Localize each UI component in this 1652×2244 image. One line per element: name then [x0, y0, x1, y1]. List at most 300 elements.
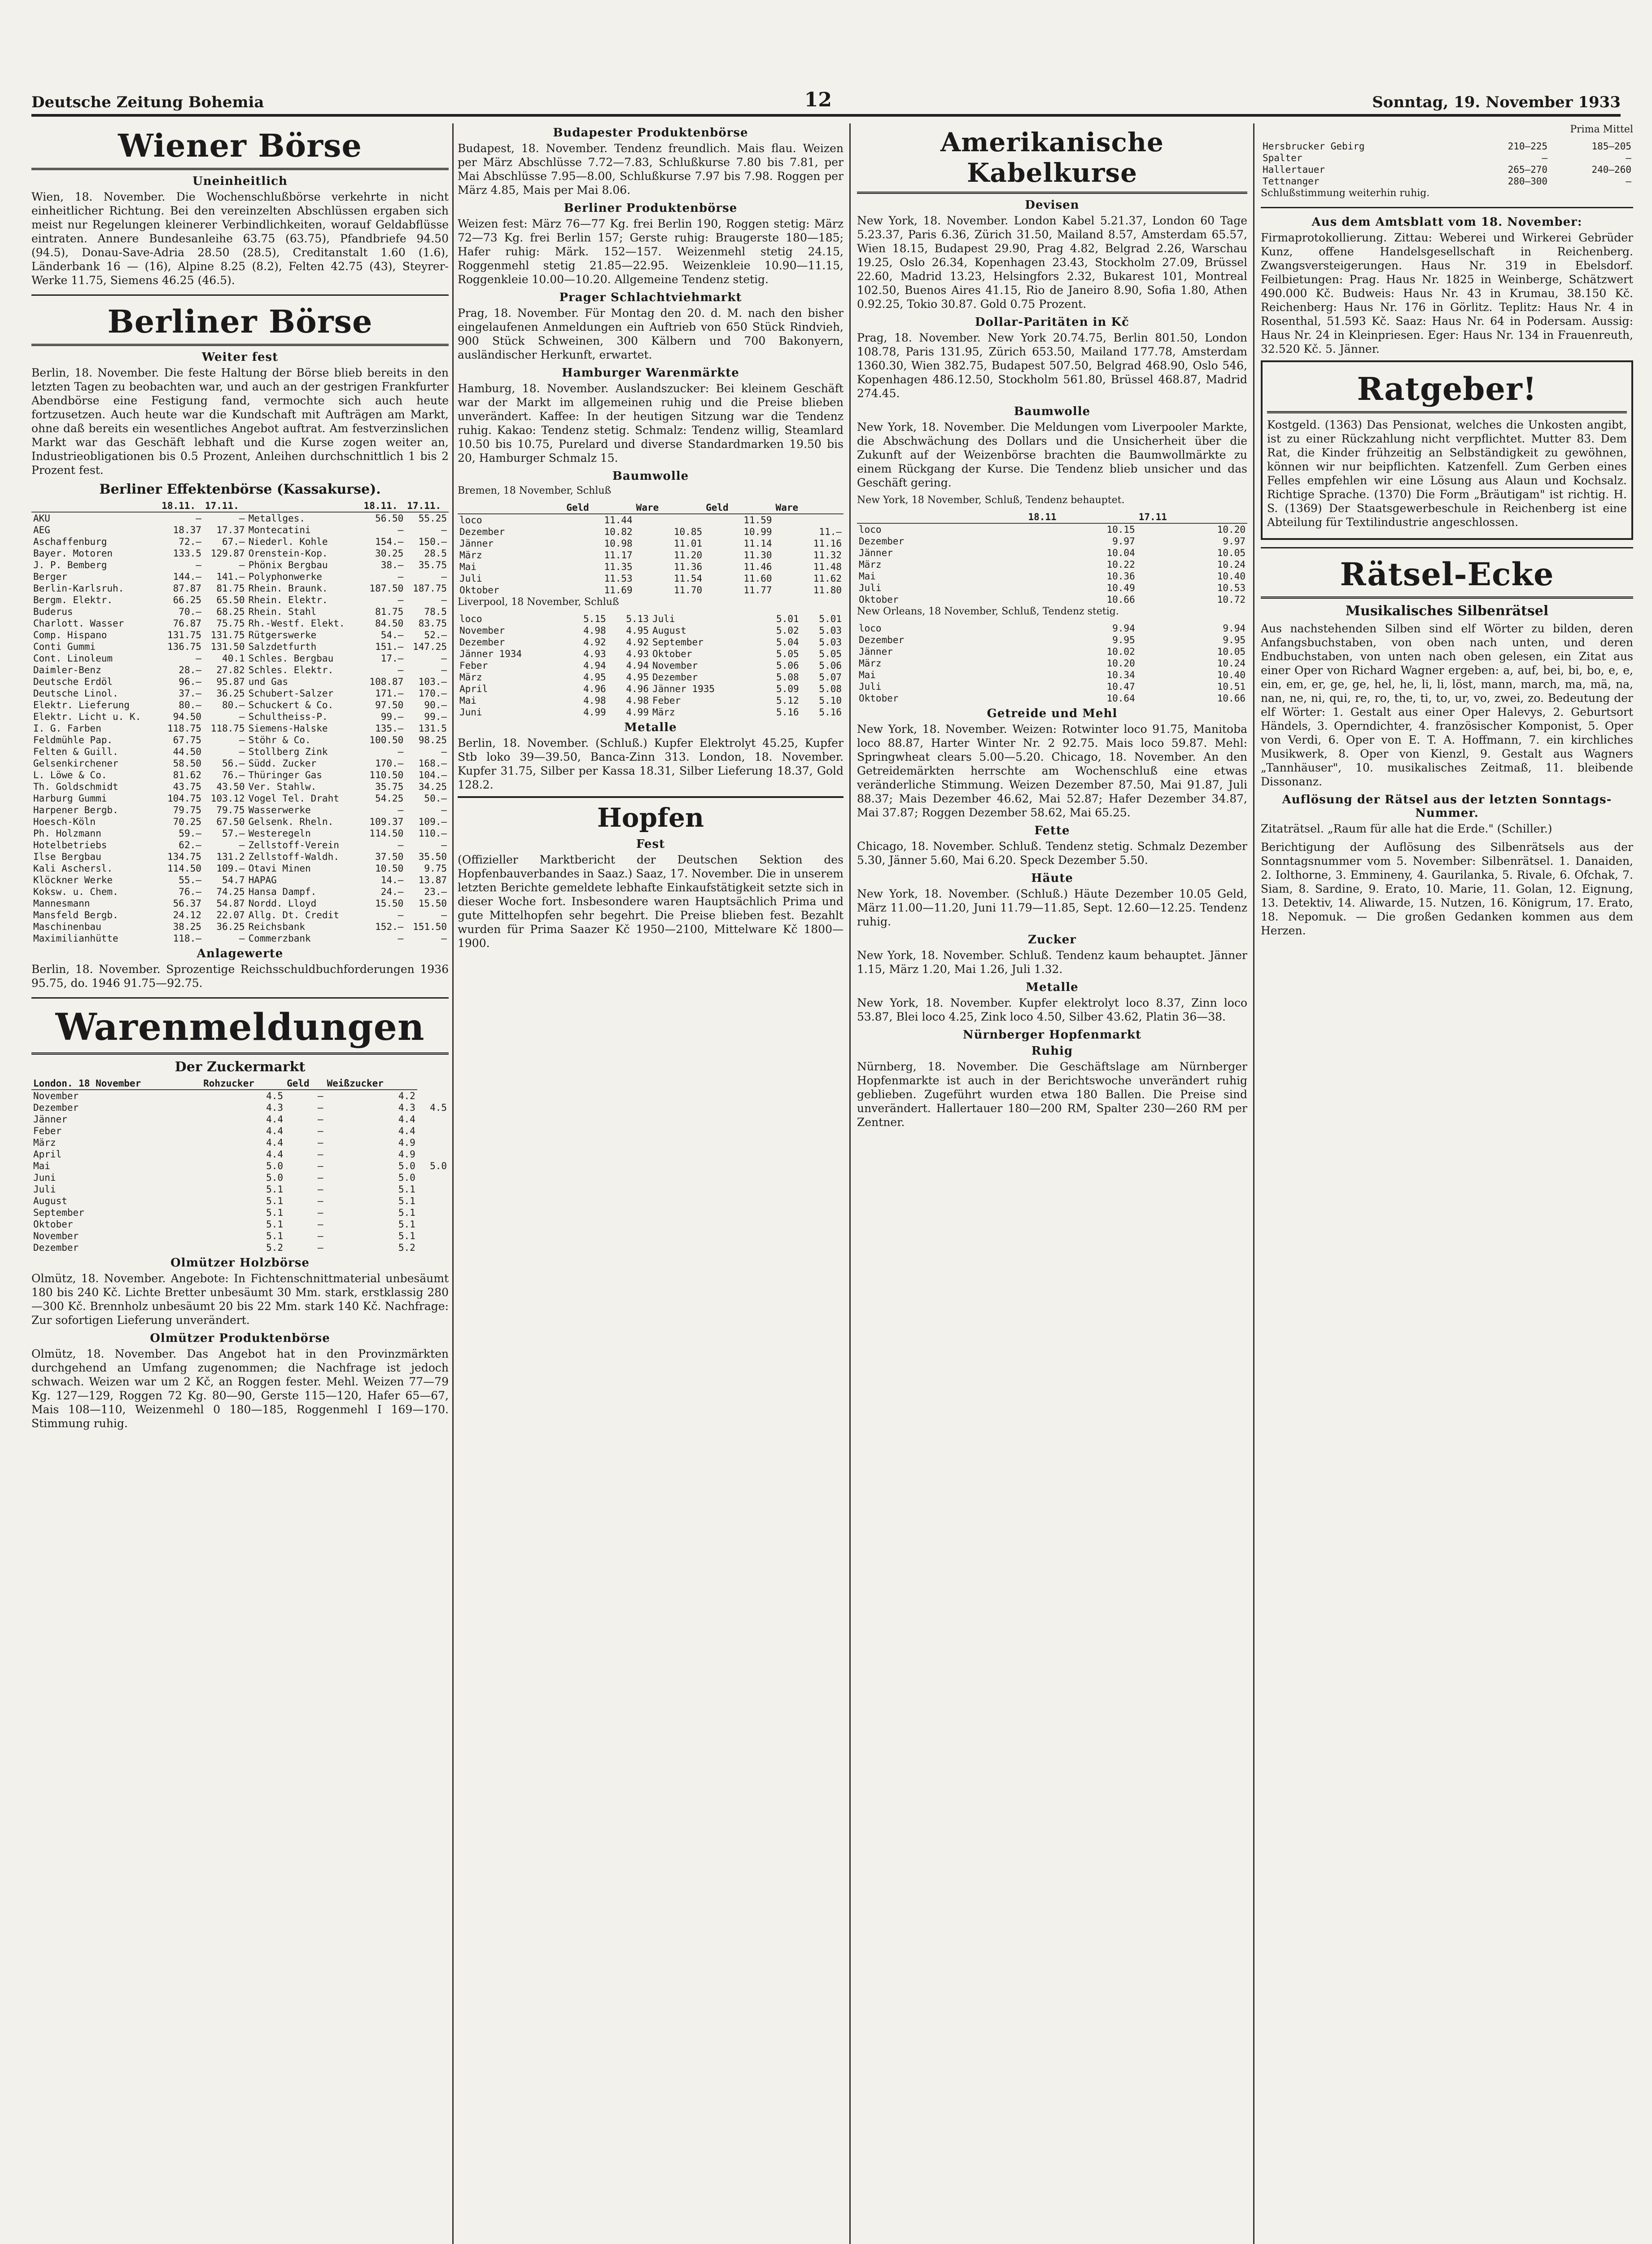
table-row	[31, 1148, 449, 1160]
table-row	[31, 1090, 449, 1102]
table-cell: 35.50	[418, 851, 447, 862]
olmuetz-produkten-title: Olmützer Produktenbörse	[150, 1332, 330, 1345]
table-cell: 5.04	[776, 637, 799, 648]
table-row	[31, 1230, 449, 1242]
table-cell: 4.3	[398, 1102, 415, 1113]
ratgeber-title: Ratgeber!	[1267, 370, 1627, 413]
table-cell: —	[398, 571, 404, 582]
table-cell: 109.37	[369, 816, 404, 827]
table-cell: 104.—	[418, 770, 447, 780]
dollar-paritaeten-text: Prag, 18. November. New York 20.74.75, Berlin 801.50, London 108.78, Paris 131.95, Zürich 653.50, Mailand 177.78, Amsterdam 1360.30, Wien 382.75, Budapest 507.50, Belgrad 468.90, Oslo 546, Kopenhagen 486.12.50, Stockholm 561.80, Brüssel 468.87, Madrid 274.45.	[857, 331, 1247, 400]
table-cell: 68.25	[216, 606, 245, 617]
warenmeldungen-title: Warenmeldungen	[31, 1006, 449, 1055]
table-cell: 104.75	[167, 793, 201, 804]
table-cell: —	[239, 513, 245, 524]
table-cell: 10.82	[604, 526, 633, 537]
column-rule	[849, 123, 851, 2244]
table-row	[31, 909, 449, 921]
table-cell: November	[33, 1091, 79, 1101]
table-cell: 4.93	[626, 649, 649, 659]
liverpool-table	[458, 613, 843, 718]
table-row	[31, 699, 449, 711]
table-cell: —	[196, 513, 201, 524]
table-cell: 103.—	[418, 676, 447, 687]
table-cell: Hoesch-Köln	[33, 816, 96, 827]
table-cell: 10.24	[1217, 559, 1246, 570]
table-cell: April	[33, 1149, 62, 1160]
table-cell: und Gas	[248, 676, 288, 687]
metalle-title: Metalle	[624, 721, 677, 734]
table-cell: September	[33, 1207, 84, 1218]
table-cell: 11.35	[604, 561, 633, 572]
table-cell: Südd. Zucker	[248, 758, 317, 769]
hopfen-text: (Offizieller Marktbericht der Deutschen Sektion des Hopfenbauverbandes in Saaz.) Saaz, 17. November. Die in unserem letzten Berichte gemeldete lebhafte Einkaufstätigkeit setzte sich in dieser Woche fort. Insbesondere waren Hauptsächlich Prima und gute Mittelhopfen sehr begehrt. Die Preise blieben fest. Bezahlt wurden für Prima Saazer Kč 1950—2100, Mittelware Kč 1800—1900.	[458, 853, 843, 950]
header-cell: Geld	[564, 502, 634, 514]
table-cell: 10.15	[1106, 524, 1135, 535]
table-header	[31, 1078, 449, 1090]
wiener-boerse-subtitle: Uneinheitlich	[192, 175, 288, 188]
berliner-boerse-subtitle: Weiter fest	[201, 351, 279, 364]
table-row	[458, 671, 843, 683]
hamburger-waren-text: Hamburg, 18. November. Auslandszucker: Bei kleinem Geschäft war der Markt im allgemeinen ruhig und die Preise blieben unverändert. Kaffee: In der heutigen Sitzung war die Tendenz ruhig. Kakao: Tendenz stetig. Schmalz: Tendenz willig, Steamlard 10.50 bis 10.75, Purelard und diverse Standardmarken 19.50 bis 20, Hamburger Schmalz 15.	[458, 382, 843, 465]
zucker-ny-title: Zucker	[1028, 933, 1076, 947]
table-cell: 54.87	[216, 898, 245, 909]
table-row	[31, 583, 449, 594]
table-cell: Vogel Tel. Draht	[248, 793, 339, 804]
table-cell: Schles. Bergbau	[248, 653, 334, 664]
table-cell: Oktober	[652, 649, 692, 659]
table-row	[458, 561, 843, 573]
devisen-text: New York, 18. November. London Kabel 5.21.37, London 60 Tage 5.23.37, Paris 6.36, Zürich 31.50, Mailand 8.57, Amsterdam 65.57, Wien 18.15, Budapest 29.90, Prag 4.82, Belgrad 2.26, Warschau 19.25, Oslo 26.34, Kopenhagen 23.43, Stockholm 27.09, Brüssel 22.60, Madrid 13.23, Helsingfors 2.32, Bukarest 101, Montreal 102.50, Buenos Aires 41.15, Rio de Janeiro 8.90, Sofia 1.80, Athen 0.92.25, Tokio 30.87. Gold 0.75 Prozent.	[857, 214, 1247, 311]
table-row	[458, 648, 843, 660]
table-cell	[417, 1218, 449, 1230]
table-cell: 10.98	[604, 538, 633, 549]
table-row	[31, 664, 449, 676]
table-cell	[417, 1207, 449, 1218]
table-cell: 11.77	[743, 585, 772, 596]
table-row	[31, 804, 449, 816]
table-cell: Schuckert & Co.	[248, 700, 334, 710]
table-cell: Salzdetfurth	[248, 641, 317, 652]
divider	[31, 294, 449, 296]
table-cell	[774, 514, 843, 526]
table-cell: 4.94	[583, 660, 606, 671]
table-cell: 38.—	[380, 560, 404, 570]
metalle-ny-title: Metalle	[1026, 981, 1079, 994]
table-cell: April	[459, 684, 488, 694]
table-cell: 5.09	[776, 684, 799, 694]
zuckermarkt-title: Der Zuckermarkt	[175, 1059, 306, 1075]
table-cell: —	[441, 525, 447, 535]
table-cell	[417, 1172, 449, 1183]
table-cell: 34.25	[418, 781, 447, 792]
table-cell: Deutsche Linol.	[33, 688, 118, 699]
table-cell: Cont. Linoleum	[33, 653, 113, 664]
table-row	[1261, 152, 1633, 164]
table-cell: 58.50	[173, 758, 201, 769]
table-cell: Mannesmann	[33, 898, 90, 909]
table-cell: 187.50	[369, 583, 404, 594]
table-cell: September	[652, 637, 704, 648]
table-cell: 5.0	[266, 1161, 284, 1171]
table-cell: loco	[859, 524, 882, 535]
header-cell: 18.11.	[160, 500, 203, 512]
table-cell: 83.75	[418, 618, 447, 629]
table-row	[31, 559, 449, 571]
table-row	[857, 622, 1247, 634]
table-cell: —	[398, 665, 404, 675]
table-cell: 5.1	[266, 1219, 284, 1230]
table-cell: 37.—	[179, 688, 201, 699]
table-row	[31, 723, 449, 734]
table-cell: 80.—	[222, 700, 245, 710]
table-cell: —	[398, 933, 404, 944]
table-cell	[417, 1148, 449, 1160]
table-cell: Buderus	[33, 606, 73, 617]
divider	[1261, 547, 1633, 548]
table-cell: —	[441, 840, 447, 850]
holzboerse-text: Olmütz, 18. November. Angebote: In Fichtenschnittmaterial unbesäumt 180 bis 240 Kč. Lichte Bretter unbesäumt 30 Mm. stark, erstklassig 280—300 Kč. Brennholz unbesäumt 20 bis 22 Mm. stark 140 Kč. Nachfrage: Zur sofortigen Lieferung unverändert.	[31, 1272, 449, 1327]
table-row	[458, 660, 843, 671]
table-cell: 5.01	[776, 614, 799, 624]
table-cell: 10.51	[1217, 681, 1246, 692]
table-cell: 4.9	[398, 1149, 415, 1160]
table-cell: 5.08	[819, 684, 842, 694]
table-cell: 98.25	[418, 735, 447, 745]
table-cell: —	[441, 805, 447, 815]
table-row	[1261, 140, 1633, 152]
hopfen-subtitle: Fest	[636, 837, 665, 851]
table-row	[857, 681, 1247, 692]
table-cell: 118.—	[173, 933, 201, 944]
table-cell: —	[317, 1231, 323, 1241]
table-cell: Conti Gummi	[33, 641, 96, 652]
table-cell: 5.0	[266, 1172, 284, 1183]
table-cell: 17.37	[216, 525, 245, 535]
table-row	[31, 886, 449, 898]
table-cell: 11.14	[743, 538, 772, 549]
zucker-ny-text: New York, 18. November. Schluß. Tendenz kaum behauptet. Jänner 1.15, März 1.20, Mai 1.26, Juli 1.32.	[857, 949, 1247, 976]
hopfenpreise-heading: Prima Mittel	[1570, 124, 1633, 135]
table-cell: 4.95	[626, 672, 649, 683]
table-cell: loco	[459, 515, 482, 526]
table-cell: L. Löwe & Co.	[33, 770, 107, 780]
table-row	[31, 874, 449, 886]
page-number: 12	[804, 88, 832, 111]
table-cell: Maschinenbau	[33, 921, 101, 932]
table-cell: Zellstoff-Verein	[248, 840, 339, 850]
table-cell: Comp. Hispano	[33, 630, 107, 640]
table-cell: 11.46	[743, 561, 772, 572]
table-cell: Rütgerswerke	[248, 630, 317, 640]
table-cell: Orenstein-Kop.	[248, 548, 328, 559]
table-cell: Oktober	[859, 594, 899, 605]
table-cell: Mai	[459, 561, 476, 572]
table-cell: 11.69	[604, 585, 633, 596]
table-row	[31, 524, 449, 536]
table-cell: 43.50	[216, 781, 245, 792]
table-cell: Felten & Guill.	[33, 746, 118, 757]
table-row	[31, 536, 449, 548]
table-cell: —	[441, 653, 447, 664]
table-cell: 81.75	[216, 583, 245, 594]
table-cell: Otavi Minen	[248, 863, 311, 874]
table-cell: Bergm. Elektr.	[33, 595, 113, 605]
table-cell: —	[317, 1219, 323, 1230]
table-cell: 35.75	[375, 781, 404, 792]
table-cell: 84.50	[375, 618, 404, 629]
table-cell: 57.—	[222, 828, 245, 839]
fette-title: Fette	[1034, 824, 1070, 837]
berliner-boerse-title: Berliner Börse	[31, 303, 449, 346]
table-cell: loco	[459, 614, 482, 624]
table-cell: Mai	[459, 695, 476, 706]
table-cell: 4.96	[626, 684, 649, 694]
table-cell: 10.53	[1217, 583, 1246, 593]
table-row	[31, 512, 449, 524]
table-row	[31, 1183, 449, 1195]
table-cell: Nordd. Lloyd	[248, 898, 317, 909]
table-cell: 50.—	[424, 793, 447, 804]
table-cell: 94.50	[173, 711, 201, 722]
table-row	[31, 1113, 449, 1125]
table-cell: 10.47	[1106, 681, 1135, 692]
table-cell: Deutsche Erdöl	[33, 676, 113, 687]
table-cell: 131.50	[210, 641, 245, 652]
table-cell: 151.—	[375, 641, 404, 652]
table-cell: 5.1	[266, 1196, 284, 1206]
table-cell: 131.75	[167, 630, 201, 640]
table-row	[31, 828, 449, 839]
table-cell: Charlott. Wasser	[33, 618, 124, 629]
hamburger-waren-title: Hamburger Warenmärkte	[562, 366, 739, 380]
wiener-boerse-title: Wiener Börse	[31, 127, 449, 170]
table-row	[31, 781, 449, 793]
table-cell	[417, 1125, 449, 1137]
table-row	[458, 526, 843, 538]
table-cell: 10.72	[1217, 594, 1246, 605]
table-cell: Jänner 1935	[652, 684, 715, 694]
table-cell: 4.2	[398, 1091, 415, 1101]
table-cell: —	[441, 910, 447, 920]
table-cell: 5.06	[819, 660, 842, 671]
table-cell: 59.—	[179, 828, 201, 839]
table-cell: Dezember	[859, 635, 905, 645]
table-cell: Dezember	[459, 637, 505, 648]
table-cell: —	[317, 1207, 323, 1218]
table-cell: Feber	[459, 660, 488, 671]
table-cell: 5.03	[819, 637, 842, 648]
table-cell: 11.36	[673, 561, 703, 572]
table-cell: —	[317, 1137, 323, 1148]
table-cell: 10.64	[1106, 693, 1135, 704]
table-row	[31, 933, 449, 944]
table-cell: 11.16	[813, 538, 842, 549]
table-cell: 36.25	[216, 921, 245, 932]
column-3	[857, 123, 1247, 2244]
table-cell: 10.85	[673, 526, 703, 537]
table-cell: 144.—	[173, 571, 201, 582]
table-row	[31, 851, 449, 863]
table-cell: 79.75	[216, 805, 245, 815]
table-cell: —	[441, 665, 447, 675]
table-cell: 87.87	[173, 583, 201, 594]
table-cell: Mai	[33, 1161, 50, 1171]
table-cell: 10.02	[1106, 646, 1135, 657]
table-cell: März	[459, 672, 482, 683]
table-cell	[417, 1137, 449, 1148]
table-cell: 5.16	[776, 707, 799, 718]
table-row	[857, 646, 1247, 657]
table-cell: Hallertauer	[1263, 164, 1325, 175]
table-cell: —	[398, 595, 404, 605]
berliner-produkten-text: Weizen fest: März 76—77 Kg. frei Berlin 190, Roggen stetig: März 72—73 Kg. frei Berlin 157; Gerste ruhig: Braugerste 180—185; Hafer ruhig: Märk. 152—157. Weizenmehl stetig 24.15, Roggenmehl stetig 21.85—22.95. Weizenkleie 10.90—11.15, Roggenkleie 10.00—10.20. Allgemeine Tendenz stetig.	[458, 217, 843, 286]
table-row	[31, 594, 449, 606]
column-rule	[1253, 123, 1254, 2244]
table-cell: 4.98	[583, 695, 606, 706]
table-cell: HAPAG	[248, 875, 277, 885]
raetsel-ecke-title: Rätsel-Ecke	[1261, 556, 1633, 599]
table-cell: August	[33, 1196, 67, 1206]
table-cell: Metallges.	[248, 513, 305, 524]
table-cell: 114.50	[167, 863, 201, 874]
table-cell: 99.—	[424, 711, 447, 722]
table-cell: 10.22	[1106, 559, 1135, 570]
silbenraetsel-text: Aus nachstehenden Silben sind elf Wörter zu bilden, deren Anfangsbuchstaben, von oben nach unten, und deren Endbuchstaben, von unten nach oben gelesen, ein Zitat aus einer Oper von Richard Wagner ergeben: a, auf, bei, bi, bo, e, e, ein, em, er, ge, ge, hel, he, li, li, löst, mann, march, ma, mä, na, nan, ne, ni, qui, re, ro, the, ti, to, ur, vo, zwei, zo. Bedeutung der elf Wörter: 1. Gestalt aus einer Oper Halevys, 2. Geburtsort Händels, 3. Operndichter, 4. französischer Komponist, 5. Oper von Verdi, 6. Oper von E. T. A. Hoffmann, 7. ein kirchliches Musikwerk, 8. Oper von Kienzl, 9. Gestalt aus Wagners „Tannhäuser", 10. musikalisches Zeitmaß, 11. bleibende Dissonanz.	[1261, 622, 1633, 788]
table-cell: 10.49	[1106, 583, 1135, 593]
silbenraetsel-title: Musikalisches Silbenrätsel	[1345, 603, 1549, 619]
table-row	[31, 769, 449, 781]
table-cell: 27.82	[216, 665, 245, 675]
table-cell: 10.24	[1217, 658, 1246, 669]
table-cell: 11.60	[743, 573, 772, 584]
table-cell: 5.1	[398, 1207, 415, 1218]
table-cell: Koksw. u. Chem.	[33, 886, 118, 897]
table-cell: —	[398, 746, 404, 757]
table-cell: 37.50	[375, 851, 404, 862]
table-cell: 10.04	[1106, 548, 1135, 558]
table-cell: 10.50	[375, 863, 404, 874]
table-cell: 5.1	[398, 1196, 415, 1206]
table-cell: Feldmühle Pap.	[33, 735, 113, 745]
table-cell: 76.—	[222, 770, 245, 780]
table-cell: 5.05	[776, 649, 799, 659]
orleans-heading: New Orleans, 18 November, Schluß, Tendenz stetig.	[857, 606, 1119, 617]
table-cell: 4.5	[430, 1102, 447, 1113]
table-cell: Dezember	[652, 672, 698, 683]
table-cell: 5.0	[430, 1161, 447, 1171]
table-cell: 4.4	[266, 1126, 284, 1136]
table-cell: —	[317, 1091, 323, 1101]
haeute-text: New York, 18. November. (Schluß.) Häute Dezember 10.05 Geld, März 11.00—11.20, Juni 11.79—11.85, Sept. 12.60—12.25. Tendenz ruhig.	[857, 887, 1247, 928]
table-cell: 15.50	[375, 898, 404, 909]
nuernberger-hopfen-subtitle: Ruhig	[1031, 1044, 1073, 1058]
table-cell: 95.87	[216, 676, 245, 687]
table-cell: 5.13	[626, 614, 649, 624]
table-cell: 147.25	[413, 641, 447, 652]
table-cell: Gelsenk. Rheln.	[248, 816, 334, 827]
table-cell: 67.75	[173, 735, 201, 745]
table-cell	[417, 1195, 449, 1207]
table-cell: 4.5	[266, 1091, 284, 1101]
effekten-table	[31, 500, 449, 944]
table-cell: Daimler-Benz	[33, 665, 101, 675]
table-cell: 11.17	[604, 550, 633, 561]
table-row	[857, 523, 1247, 535]
hopfenpreise-table	[1261, 140, 1633, 187]
aufloesung-subtitle: Zitaträtsel. „Raum für alle hat die Erde." (Schiller.)	[1261, 822, 1552, 835]
table-cell: Berlin-Karlsruh.	[33, 583, 124, 594]
table-row	[857, 535, 1247, 547]
table-cell: 4.99	[626, 707, 649, 718]
table-row	[31, 1242, 449, 1253]
table-row	[1261, 175, 1633, 187]
table-cell: Th. Goldschmidt	[33, 781, 118, 792]
table-cell: Spalter	[1263, 153, 1302, 163]
table-cell: Mai	[859, 571, 876, 582]
table-cell: Rhein. Stahl	[248, 606, 317, 617]
header-cell: Geld	[285, 1078, 325, 1090]
table-cell: 90.—	[424, 700, 447, 710]
table-cell: 81.75	[375, 606, 404, 617]
table-cell: Juli	[33, 1184, 56, 1195]
header-cell: Weißzucker	[325, 1078, 417, 1090]
nuernberger-hopfen-text: Nürnberg, 18. November. Die Geschäftslage am Nürnberger Hopfenmarkte ist auch in der Berichtswoche unverändert ruhig geblieben. Zugeführt wurden etwa 180 Ballen. Die Preise sind unverändert. Hallertauer 180—200 RM, Spalter 230—260 RM per Zentner.	[857, 1060, 1247, 1129]
table-cell: 4.95	[626, 625, 649, 636]
table-cell: Stöhr & Co.	[248, 735, 311, 745]
table-cell: 4.92	[626, 637, 649, 648]
table-cell: Hansa Dampf.	[248, 886, 317, 897]
table-row	[857, 634, 1247, 646]
table-header	[458, 502, 843, 514]
table-cell: 210—225	[1508, 141, 1548, 152]
table-cell: 5.02	[776, 625, 799, 636]
table-cell	[417, 1183, 449, 1195]
table-row	[458, 514, 843, 526]
dollar-paritaeten-title: Dollar-Paritäten in Kč	[975, 316, 1129, 329]
table-cell: Maximilianhütte	[33, 933, 118, 944]
table-cell: 118.75	[167, 723, 201, 734]
table-cell: 79.75	[173, 805, 201, 815]
table-cell: 11.54	[673, 573, 703, 584]
table-row	[31, 1207, 449, 1218]
header-cell: 17.11.	[405, 500, 449, 512]
table-row	[31, 606, 449, 618]
kabelkurse-title: Amerikanische Kabelkurse	[857, 127, 1247, 194]
table-row	[31, 734, 449, 746]
table-cell: —	[196, 560, 201, 570]
table-cell: 187.75	[413, 583, 447, 594]
table-cell: 70.—	[179, 606, 201, 617]
table-cell: Harburg Gummi	[33, 793, 107, 804]
table-cell: 5.1	[266, 1231, 284, 1241]
table-cell: 9.94	[1223, 623, 1246, 634]
olmuetz-produkten-text: Olmütz, 18. November. Das Angebot hat in den Provinzmärkten durchgehend an Umfang zugenommen; die Nachfrage ist jedoch schwach. Weizen war um 2 Kč, an Roggen fester. Mehl. Weizen 77—79 Kg. 127—129, Roggen 72 Kg. 80—90, Gerste 115—120, Hafer 65—67, Mais 108—110, Weizenmehl 0 180—185, Roggenmehl I 169—170. Stimmung ruhig.	[31, 1347, 449, 1430]
table-cell: 265—270	[1508, 164, 1548, 175]
table-cell: 4.99	[583, 707, 606, 718]
table-cell: —	[317, 1161, 323, 1171]
header-cell: 18.11.	[362, 500, 406, 512]
table-cell: 118.75	[210, 723, 245, 734]
table-cell: Oktober	[459, 585, 499, 596]
table-cell: 5.1	[398, 1184, 415, 1195]
holzboerse-title: Olmützer Holzbörse	[170, 1256, 310, 1270]
devisen-title: Devisen	[1025, 198, 1079, 212]
haeute-title: Häute	[1031, 872, 1073, 885]
table-cell: 5.16	[819, 707, 842, 718]
table-cell: 131.75	[210, 630, 245, 640]
table-cell: 11.32	[813, 550, 842, 561]
